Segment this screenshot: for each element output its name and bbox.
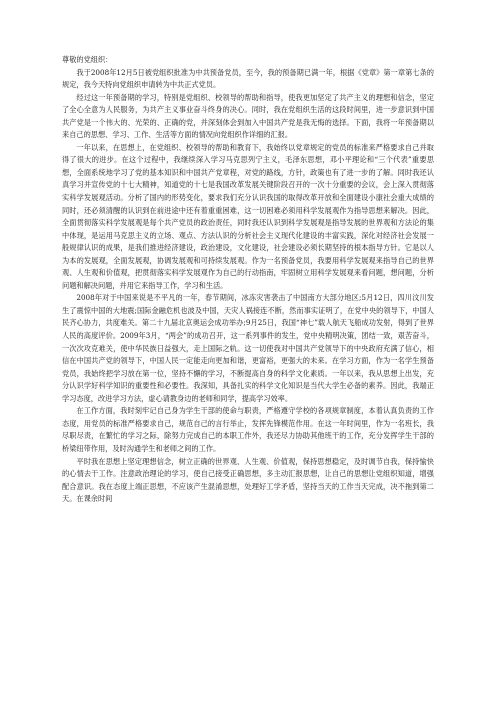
paragraph-thought: 一年以来，在思想上，在党组织、校领导的帮助和教育下，我始终以党章规定的党员的标准来严格要求自己并取得了很大的进步。在这个过程中，我继续深入学习马克思列宁主义，毛泽东思想，邓小平理论和“三个代表”重要思想，全面系统地学习了党的基本知识和中国共产党章程，对党的路线，方针，政策也有了进一步的了解。同时我还认真学习并宣传党的十七大精神，知道党的十七是我国改革发展关键阶段召开的一次十分重要的会议，会上深入贯彻落实科学发展观活动。分析了国内的形势变化，要求我们充分认识我国的取得改革开放和全面建设小康社会重大成绩的同时，还必须清醒的认识到在前进途中还有着重重困难，这一切困难必须用科学发展观作为指导思想来解决。因此，全面贯彻落实科学发展观是每个共产党员的政治责任，同时我还认识到科学发展观是指导发展的世界观和方法论的集中体现，是运用马克思主义的立场、观点、方法认识的分析社会主义现代化建设的丰富实践，深化对经济社会发展一般规律认识的成果，是我们推进经济建设，政治建设，文化建设，社会建设必须长期坚持的根本指导方针。它是以人为本的发展观，全面发展观，协调发展观和可持续发展观。作为一名预备党员，我要用科学发展观来指导自己的世界观、人生观和价值观，把贯彻落实科学发展观作为自己的行动指南，牢固树立用科学发展观来看问题，想问题，分析问题和解决问题，并用它来指导工作，学习和生活。: [62, 142, 434, 290]
paragraph-overview: 经过这一年预备期的学习，特别是党组织、校领导的帮助和指导，使我更加坚定了共产主义的理想和信念，坚定了全心全意为人民服务，为共产主义事业奋斗终身的决心。同时，我在党组织生活的这段时间里，进一步意识到中国共产党是一个伟大的、光荣的、正确的党，并深刻体会到加入中国共产党是我无悔的选择。下面，我将一年预备期以来自己的思想、学习、工作、生活等方面的情况向党组织作详细的汇报。: [62, 92, 434, 140]
paragraph-work: 在工作方面，我时刻牢记自己身为学生干部的使命与职责，严格遵守学校的各项规章制度，本着认真负责的工作态度，用党员的标准严格要求自己，规范自己的言行举止，发挥先锋模范作用。在这一年时间里，作为一名班长，我尽职尽责，在繁忙的学习之际，除努力完成自己的本职工作外，我还尽力协助其他班干的工作，充分发挥学生干部的桥梁纽带作用，及时沟通学生和老师之间的工作。: [62, 406, 434, 453]
paragraph-application: 我于2008年12月5日被党组织批准为中共预备党员，至今，我的预备期已满一年，根据《党章》第一章第七条的规定，我今天特向党组织申请转为中共正式党员。: [62, 67, 434, 90]
paragraph-daily-life: 平时我在思想上坚定理想信念，树立正确的世界观、人生观、价值观，保持思想稳定，及时调节自我，保持愉快的心情去干工作。注意政治理论的学习，使自己接受正确思想，多主动汇报思想，让自己的思想让党组织知道，增强配合意识。我在态度上端正思想，不应该产生混淆思想，处理好工学矛盾，坚持当天的工作当天完成，决不拖到第二天。在课余时间: [62, 456, 434, 504]
salutation: 尊敬的党组织：: [62, 55, 113, 64]
paragraph-events-and-study: 2008年对于中国来说是不平凡的一年，春节期间，冰冻灾害袭击了中国南方大部分地区;5月12日，四川汶川发生了震惊中国的大地震;国际金融危机也波及中国，天灾人祸接连不断，然而事实证明了，在党中央的领导下，中国人民齐心协力，共度难关。第二十九届北京奥运会成功举办;9月25日，我国“神七”载人航天飞船成功发射，得到了世界人民的高度评价。2009年3月，“两会”的成功召开，这一系列事件的发生，党中央精明决策，团结一致，艰苦奋斗，一次次攻克难关，使中华民族日益强大，走上国际之轨。这一切使我对中国共产党领导下的中央政府充满了信心，相信在中国共产党的领导下，中国人民一定能走向更加和谐，更富裕，更强大的未来。在学习方面，作为一名学生预备党员，我始终把学习放在第一位，坚持不懈的学习，不断提高自身的科学文化素质。一年以来，我从思想上出发，充分认识学好科学知识的重要性和必要性。我深知，具备扎实的科学文化知识是当代大学生必备的素养。因此，我端正学习态度，改进学习方法，虚心请教身边的老师和同学，提高学习效率。: [62, 293, 434, 403]
